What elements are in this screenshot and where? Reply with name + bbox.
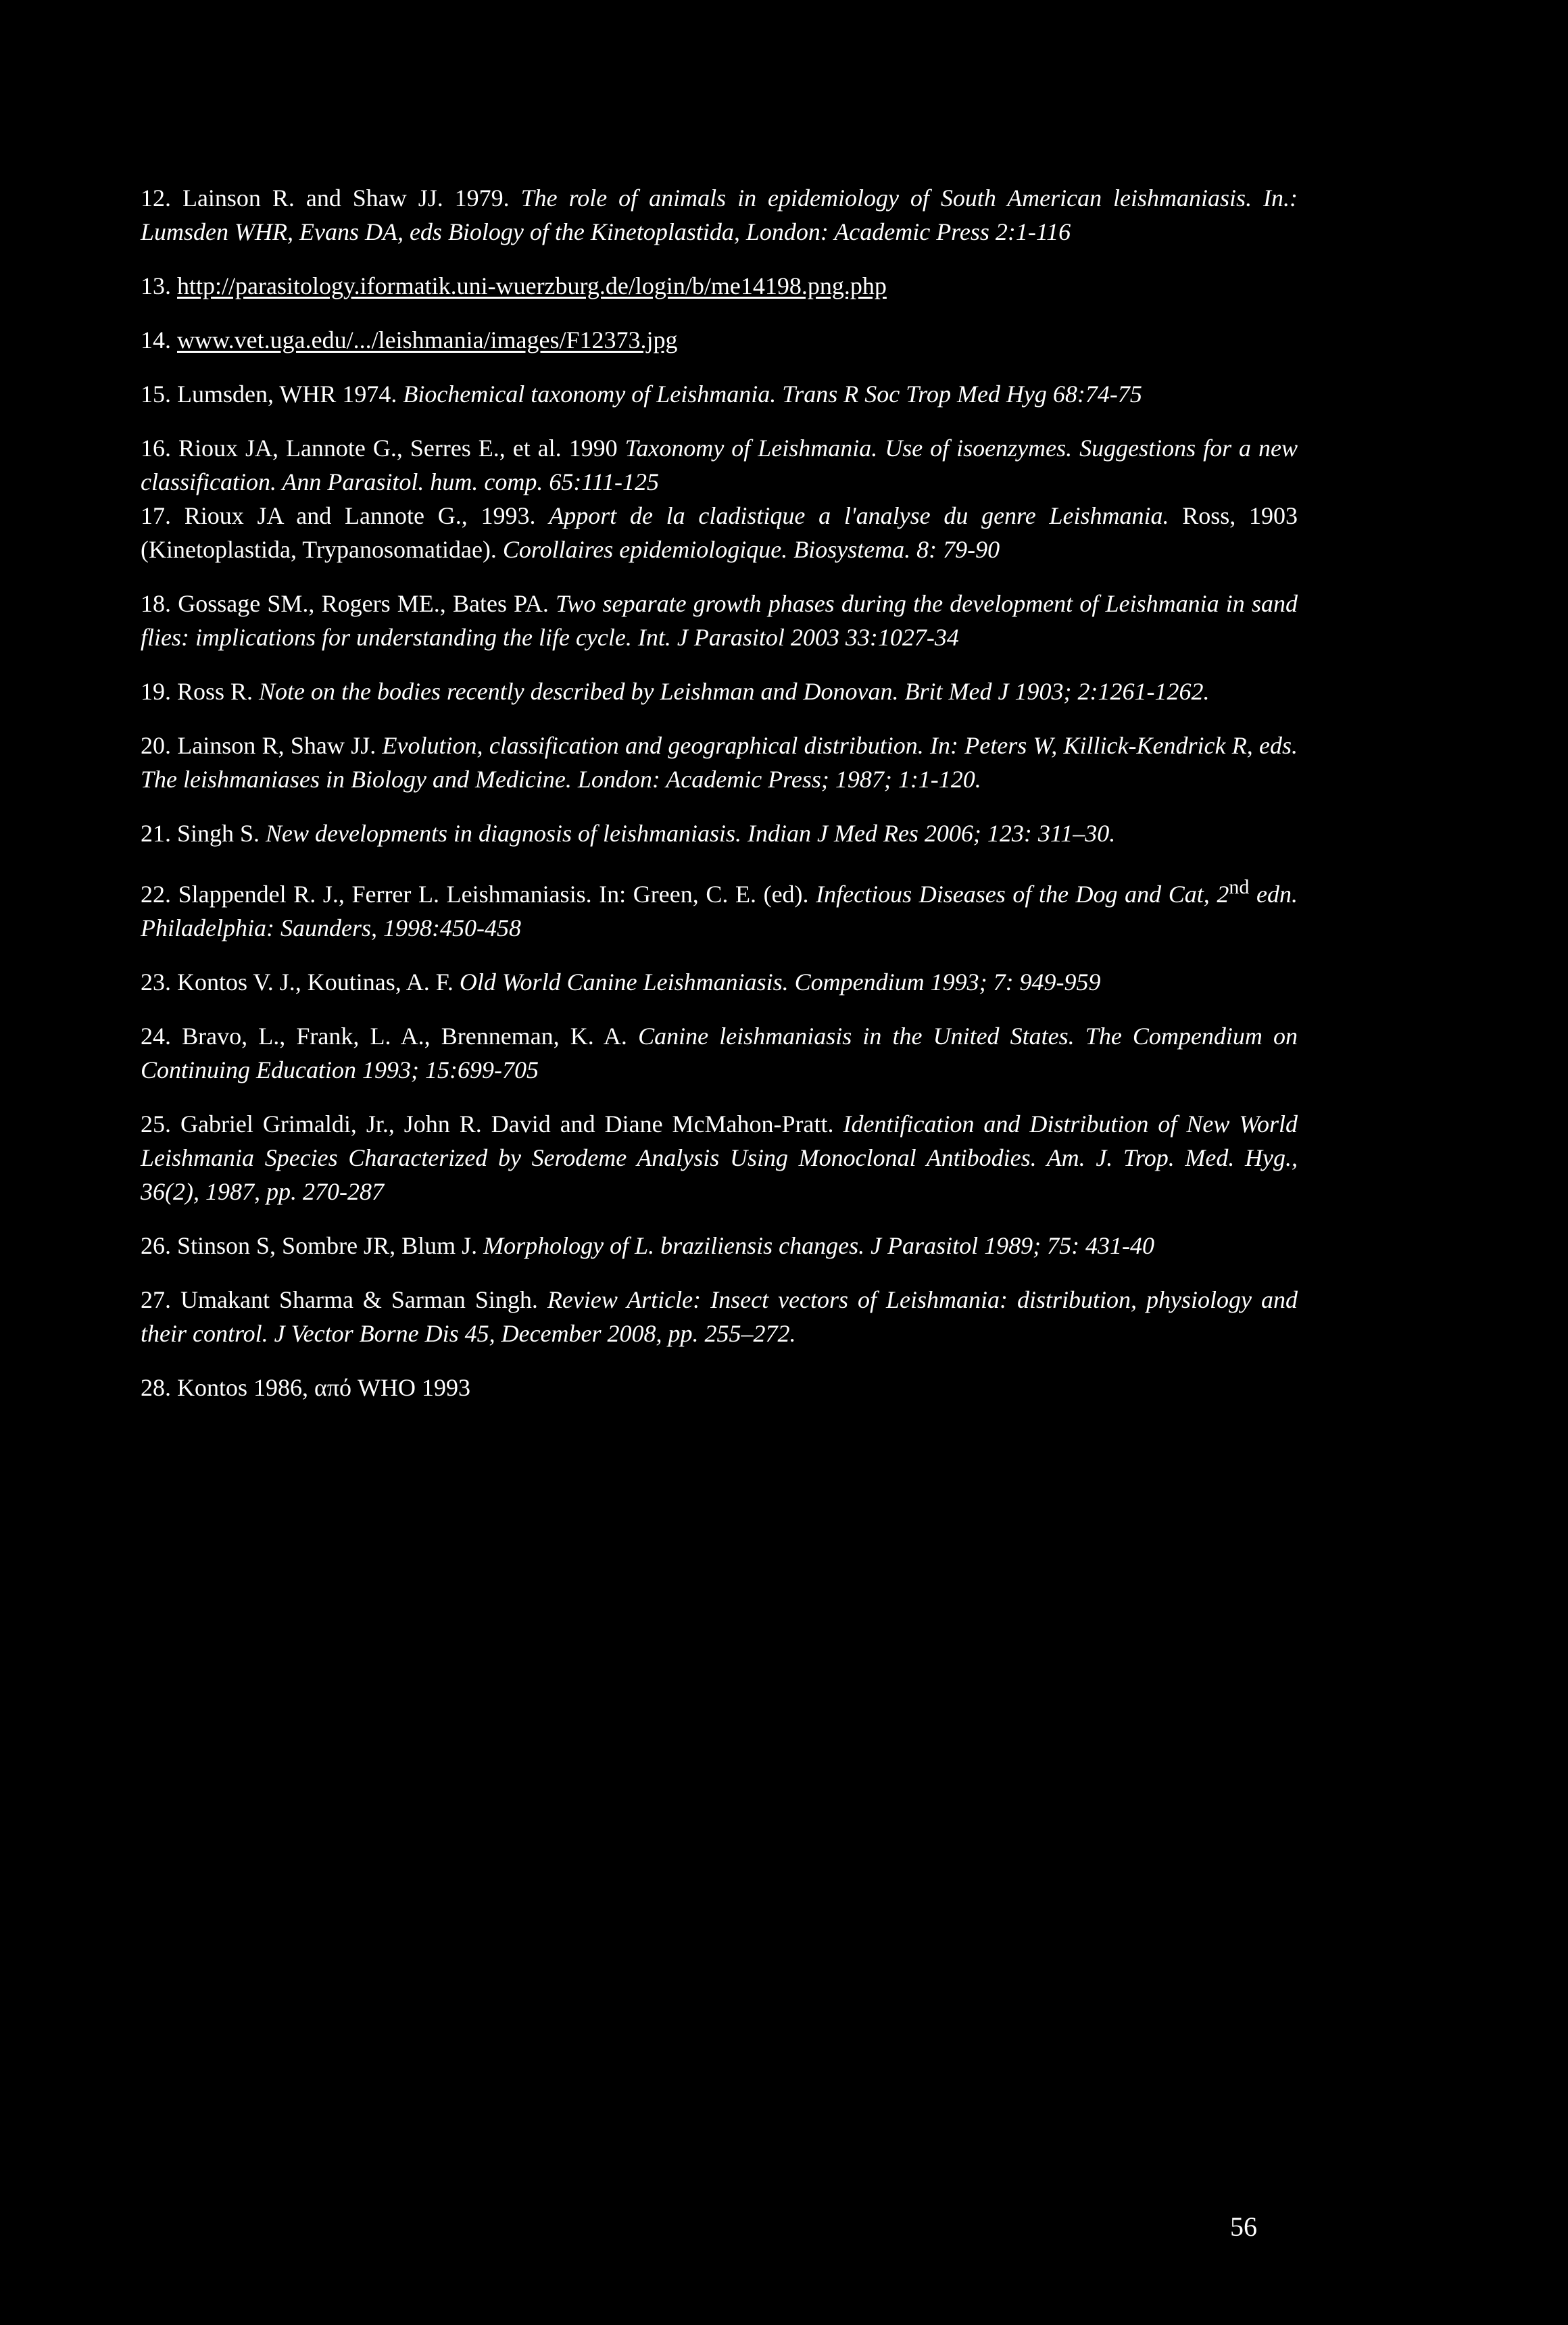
- ref-number: 19.: [141, 678, 171, 705]
- ref-authors: Lainson R. and Shaw JJ. 1979.: [182, 185, 510, 212]
- reference-17: [141, 499, 1298, 566]
- reference-16: [141, 431, 1298, 499]
- ref-number: 12.: [141, 185, 171, 212]
- ref-number: 25.: [141, 1110, 171, 1137]
- reference-15: [141, 377, 1298, 411]
- ref-authors: Ross R.: [177, 678, 253, 705]
- reference-14: [141, 323, 1298, 357]
- ref-authors: Rioux JA and Lannote G., 1993.: [184, 502, 536, 529]
- ref-superscript: nd: [1229, 876, 1250, 898]
- reference-12: [141, 181, 1298, 249]
- ref-title: Canine leishmaniasis in the United States. The Compendium on Continuing Education 1993; 15:699-705: [141, 1023, 1298, 1083]
- ref-authors: Bravo, L., Frank, L. A., Brenneman, K. A.: [182, 1023, 627, 1050]
- ref-number: 24.: [141, 1023, 171, 1050]
- ref-number: 26.: [141, 1232, 171, 1259]
- ref-title: Old World Canine Leishmaniasis. Compendium 1993; 7: 949-959: [459, 969, 1101, 996]
- ref-title: Apport de la cladistique a l'analyse du genre Leishmania.: [549, 502, 1169, 529]
- reference-24: [141, 1019, 1298, 1087]
- ref-number: 15.: [141, 381, 171, 408]
- reference-13: [141, 269, 1298, 303]
- ref-authors: Singh S.: [177, 820, 260, 847]
- ref-title: Evolution, classification and geographical distribution. In: Peters W, Killick-Kendrick R, eds. The leishmaniases in Biology and Medicine. London: Academic Press; 1987; 1:1-120.: [141, 732, 1298, 793]
- ref-title: Review Article: Insect vectors of Leishmania: distribution, physiology and their control. J Vector Borne Dis 45, December 2008, pp. 255–272.: [141, 1286, 1298, 1347]
- reference-19: [141, 675, 1298, 708]
- reference-18: [141, 587, 1298, 654]
- ref-title: Taxonomy of Leishmania. Use of isoenzymes. Suggestions for a new classification. Ann Parasitol. hum. comp. 65:111-125: [141, 435, 1298, 495]
- ref-number: 20.: [141, 732, 171, 759]
- ref-number: 28.: [141, 1374, 171, 1401]
- reference-28: [141, 1371, 1298, 1404]
- ref-source: edn. Philadelphia: Saunders, 1998:450-458: [141, 881, 1298, 941]
- reference-21: [141, 816, 1298, 850]
- ref-number: 22.: [141, 881, 171, 908]
- ref-title: Two separate growth phases during the development of Leishmania in sand flies: implications for understanding the life cycle. Int. J Parasitol 2003 33:1027-34: [141, 590, 1298, 651]
- reference-23: [141, 965, 1298, 999]
- ref-number: 17.: [141, 502, 171, 529]
- reference-26: [141, 1229, 1298, 1263]
- ref-title: The role of animals in epidemiology of South American leishmaniasis. In.: Lumsden WHR, Evans DA, eds Biology of the Kinetoplastida, London: Academic Press 2:1-116: [141, 185, 1298, 245]
- ref-number: 13.: [141, 272, 171, 299]
- reference-20: [141, 729, 1298, 796]
- ref-authors: Lainson R, Shaw JJ.: [177, 732, 376, 759]
- ref-authors: Slappendel R. J., Ferrer L. Leishmaniasis. In: Green, C. E. (ed).: [178, 881, 809, 908]
- ref-authors: Rioux JA, Lannote G., Serres E., et al. 1990: [178, 435, 618, 462]
- page-number: 56: [1230, 2211, 1257, 2242]
- ref-number: 14.: [141, 326, 171, 353]
- reference-22: [141, 871, 1298, 945]
- ref-number: 21.: [141, 820, 171, 847]
- reference-27: [141, 1283, 1298, 1350]
- ref-title: Identification and Distribution of New World Leishmania Species Characterized by Serodeme Analysis Using Monoclonal Antibodies. Am. J. Trop. Med. Hyg., 36(2), 1987, pp. 270-287: [141, 1110, 1298, 1205]
- ref-authors: Stinson S, Sombre JR, Blum J.: [177, 1232, 478, 1259]
- reference-list: [141, 181, 1298, 1425]
- ref-note: Ross, 1903 (Kinetoplastida, Trypanosomatidae).: [141, 502, 1298, 563]
- ref-source: Corollaires epidemiologique. Biosystema. 8: 79-90: [502, 536, 1000, 563]
- ref-authors: Umakant Sharma & Sarman Singh.: [180, 1286, 538, 1313]
- ref-link[interactable]: www.vet.uga.edu/.../leishmania/images/F12373.jpg: [177, 326, 678, 353]
- ref-number: 23.: [141, 969, 171, 996]
- ref-authors: Kontos V. J., Koutinas, A. F.: [177, 969, 454, 996]
- reference-25: [141, 1107, 1298, 1208]
- ref-number: 16.: [141, 435, 171, 462]
- ref-authors: Kontos 1986, από WHO 1993: [177, 1374, 471, 1401]
- ref-title: Biochemical taxonomy of Leishmania. Trans R Soc Trop Med Hyg 68:74-75: [403, 381, 1142, 408]
- ref-number: 27.: [141, 1286, 171, 1313]
- ref-authors: Gabriel Grimaldi, Jr., John R. David and Diane McMahon-Pratt.: [180, 1110, 834, 1137]
- ref-title: Morphology of L. braziliensis changes. J Parasitol 1989; 75: 431-40: [483, 1232, 1155, 1259]
- ref-title: Infectious Diseases of the Dog and Cat, 2: [816, 881, 1229, 908]
- ref-authors: Gossage SM., Rogers ME., Bates PA.: [178, 590, 549, 617]
- ref-title: Note on the bodies recently described by Leishman and Donovan. Brit Med J 1903; 2:1261-1262.: [259, 678, 1210, 705]
- ref-authors: Lumsden, WHR 1974.: [177, 381, 397, 408]
- ref-title: New developments in diagnosis of leishmaniasis. Indian J Med Res 2006; 123: 311–30.: [266, 820, 1116, 847]
- ref-number: 18.: [141, 590, 171, 617]
- ref-link[interactable]: http://parasitology.iformatik.uni-wuerzburg.de/login/b/me14198.png.php: [177, 272, 887, 299]
